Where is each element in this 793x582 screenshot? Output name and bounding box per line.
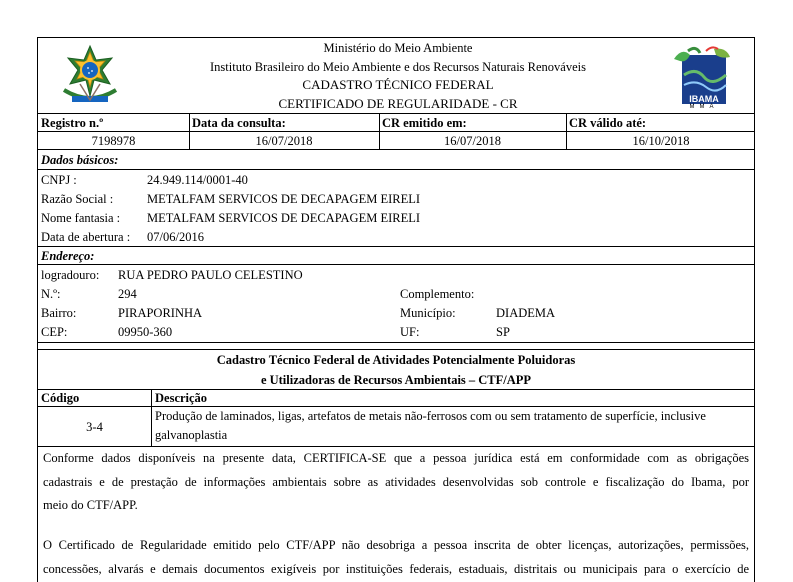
data-abertura-value: 07/06/2016 — [147, 230, 204, 244]
ibama-logo-subtext: MMA — [689, 104, 719, 110]
conformity-line-2: cadastrais e de prestação de informações ambientais sobre as atividades desenvolvidas sob controle e fiscalização do Ibama, por — [43, 474, 749, 489]
cnpj-value: 24.949.114/0001-40 — [147, 173, 248, 187]
institute-name: Instituto Brasileiro do Meio Ambiente e dos Recursos Naturais Renováveis — [210, 59, 586, 74]
razao-social-value: METALFAM SERVICOS DE DECAPAGEM EIRELI — [147, 192, 421, 206]
ibama-logo-text: IBAMA — [682, 95, 726, 104]
cr-valido-value: 16/10/2018 — [632, 134, 690, 148]
codigo-column-header: Código — [41, 391, 80, 405]
bairro-value: PIRAPORINHA — [118, 306, 203, 320]
cr-emitido-label: CR emitido em: — [382, 116, 467, 130]
municipio-value: DIADEMA — [496, 306, 556, 320]
brazil-coat-of-arms-icon — [58, 44, 122, 110]
municipio-label: Município: — [400, 306, 456, 320]
data-consulta-label: Data da consulta: — [192, 116, 286, 130]
numero-label: N.º: — [41, 287, 61, 301]
bairro-label: Bairro: — [41, 306, 77, 320]
disclaimer-paragraph — [43, 534, 749, 581]
endereco-heading: Endereço: — [41, 249, 95, 263]
cadastro-title: CADASTRO TÉCNICO FEDERAL — [302, 77, 494, 92]
nome-fantasia-label: Nome fantasia : — [41, 211, 121, 225]
cr-emitido-value: 16/07/2018 — [444, 134, 501, 148]
uf-value: SP — [496, 325, 510, 339]
cnpj-label: CNPJ : — [41, 173, 77, 187]
ministry-name: Ministério do Meio Ambiente — [323, 41, 473, 55]
registro-value: 7198978 — [91, 134, 136, 148]
cr-valido-label: CR válido até: — [569, 116, 647, 130]
conformity-line-1: Conforme dados disponíveis na presente data, CERTIFICA-SE que a pessoa jurídica está em conformidade com as obrigações — [43, 451, 749, 465]
disclaimer-line-1: O Certificado de Regularidade emitido pelo CTF/APP não desobriga a pessoa inscrita de obter licenças, autorizações, permissões, — [43, 538, 749, 552]
conformity-paragraph — [43, 447, 749, 518]
descricao-column-header: Descrição — [155, 391, 208, 405]
logradouro-label: logradouro: — [41, 268, 100, 282]
activity-code: 3-4 — [86, 420, 103, 434]
ibama-logo-icon — [670, 45, 740, 97]
ctf-title-line2: e Utilizadoras de Recursos Ambientais – CTF/APP — [260, 373, 532, 387]
logradouro-value: RUA PEDRO PAULO CELESTINO — [118, 268, 303, 282]
razao-social-label: Razão Social : — [41, 192, 114, 206]
data-abertura-label: Data de abertura : — [41, 230, 131, 244]
certificate-sheet — [37, 37, 755, 582]
document-header — [158, 39, 638, 113]
cep-label: CEP: — [41, 325, 68, 339]
registro-label: Registro n.º — [41, 116, 104, 130]
conformity-line-3: meio do CTF/APP. — [43, 498, 138, 512]
numero-value: 294 — [118, 287, 137, 301]
ctf-title-line1: Cadastro Técnico Federal de Atividades Potencialmente Poluidoras — [216, 353, 576, 367]
dados-basicos-heading: Dados básicos: — [41, 153, 119, 167]
uf-label: UF: — [400, 325, 420, 339]
activity-description-line2: galvanoplastia — [155, 428, 228, 442]
certificate-title: CERTIFICADO DE REGULARIDADE - CR — [278, 95, 518, 111]
cep-value: 09950-360 — [118, 325, 173, 339]
disclaimer-line-2: concessões, alvarás e demais documentos exigíveis por instituições federais, estaduais, distritais ou municipais para o exercício de — [43, 561, 749, 576]
nome-fantasia-value: METALFAM SERVICOS DE DECAPAGEM EIRELI — [147, 211, 421, 225]
data-consulta-value: 16/07/2018 — [255, 134, 313, 148]
activity-description-line1: Produção de laminados, ligas, artefatos de metais não-ferrosos com ou sem tratamento de superfície, inclusive — [155, 409, 706, 423]
complemento-label: Complemento: — [400, 287, 475, 301]
ibama-logo — [670, 45, 740, 111]
